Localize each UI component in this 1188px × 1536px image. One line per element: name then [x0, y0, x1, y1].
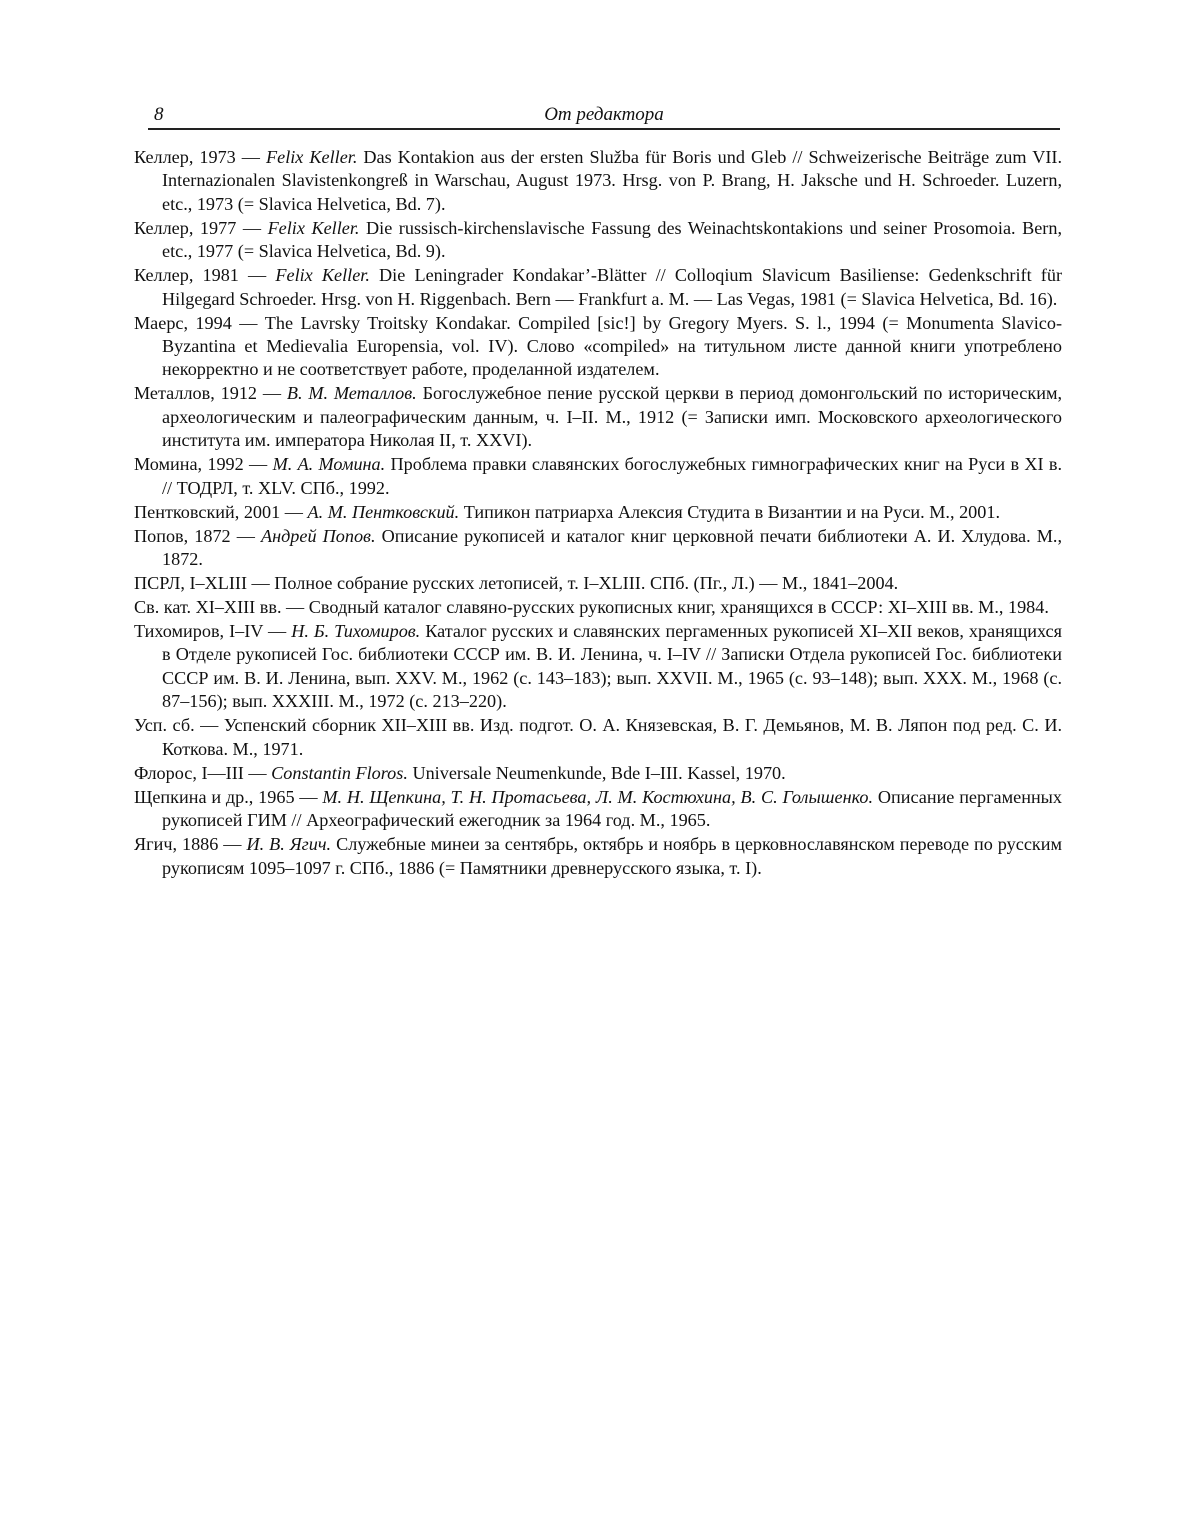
entry-text: Типикон патриарха Алексия Студита в Византии и на Руси. М., 2001.: [463, 501, 1000, 522]
entry-author: М. А. Момина.: [272, 454, 386, 475]
entry-key: Тихомиров, I–IV —: [134, 621, 287, 642]
entry-author: А. М. Пентковский.: [307, 501, 460, 522]
entry-key: Металлов, 1912 —: [134, 383, 282, 404]
entry-text: Описание пергаменных рукописей ГИМ // Археографический ежегодник за 1964 год. М., 1965.: [162, 786, 1062, 831]
page-header: [148, 102, 1060, 130]
bibliography-entry: [134, 596, 1062, 619]
running-title: От редактора: [544, 104, 664, 125]
entry-key: Усп. сб. —: [134, 715, 219, 736]
bibliography-entry: [134, 525, 1062, 572]
entry-key: Келлер, 1973 —: [134, 147, 260, 167]
entry-text: Полное собрание русских летописей, т. I–XLIII. СПб. (Пг., Л.) — М., 1841–2004.: [274, 573, 899, 594]
bibliography-entry: [134, 833, 1062, 880]
entry-text: Описание рукописей и каталог книг церковной печати библиотеки А. И. Хлудова. М., 1872.: [162, 525, 1063, 570]
entry-author: Constantin Floros.: [271, 762, 408, 783]
entry-author: В. М. Металлов.: [286, 383, 417, 404]
bibliography-entry: [134, 572, 1062, 595]
bibliography-entry: [134, 382, 1062, 452]
entry-text: Die russisch-kirchenslavische Fassung des Weinachtskontakions und seiner Prosomoia. Bern, etc., 1977 (= Slavica Helvetica, Bd. 9).: [162, 217, 1063, 262]
page-number: 8: [154, 104, 164, 125]
entry-key: Св. кат. XI–XIII вв. —: [134, 597, 305, 618]
bibliography-entry: [134, 146, 1062, 216]
entry-author: Андрей Попов.: [260, 525, 376, 546]
entry-text: The Lavrsky Troitsky Kondakar. Compiled [sic!] by Gregory Myers. S. l., 1994 (= Monumenta Slavico-Byzantina et Medievalia Europensia, vol. IV). Слово «compiled» на титульном листе данной книги употреблено некорректно и не соответствует работе, проделанной издателем.: [162, 312, 1063, 380]
entry-author: Felix Keller.: [267, 217, 360, 238]
entry-text: Das Kontakion aus der ersten Služba für Boris und Gleb // Schweizerische Beiträge zum VII. Internazionalen Slavistenkongreß in Warschau, August 1973. Hrsg. von P. Brang, H. Jaksche und H. Schroeder. Luzern, etc., 1973 (= Slavica Helvetica, Bd. 7).: [162, 147, 1063, 214]
entry-author: М. Н. Щепкина, Т. Н. Протасьева, Л. М. Костюхина, В. С. Голышенко.: [322, 786, 874, 807]
entry-key: Ягич, 1886 —: [134, 834, 242, 855]
entry-key: Маерс, 1994 —: [134, 312, 258, 333]
bibliography-entry: [134, 620, 1062, 714]
bibliography-list: [134, 146, 1062, 881]
entry-text: Успенский сборник XII–XIII вв. Изд. подгот. О. А. Князевская, В. Г. Демьянов, М. В. Ляпон под ред. С. И. Коткова. М., 1971.: [162, 715, 1062, 759]
entry-text: Богослужебное пение русской церкви в период домонгольский по историческим, археологическим и палеографическим данным, ч. I–II. М., 1912 (= Записки имп. Московского археологического института им. императора Николая II, т. XXVI).: [162, 383, 1063, 451]
entry-author: Felix Keller.: [266, 147, 358, 167]
entry-text: Проблема правки славянских богослужебных гимнографических книг на Руси в XI в. // ТОДРЛ, т. XLV. СПб., 1992.: [162, 454, 1062, 498]
entry-key: Щепкина и др., 1965 —: [134, 786, 318, 807]
entry-text: Служебные минеи за сентябрь, октябрь и ноябрь в церковнославянском переводе по русским рукописям 1095–1097 г. СПб., 1886 (= Памятники древнерусского языка, т. I).: [162, 834, 1062, 878]
entry-text: Сводный каталог славяно-русских рукописных книг, хранящихся в СССР: XI–XIII вв. М., 1984.: [308, 597, 1049, 618]
entry-text: Universale Neumenkunde, Bde I–III. Kassel, 1970.: [412, 762, 786, 783]
bibliography-entry: [134, 501, 1062, 524]
entry-key: Флорос, I—III —: [134, 762, 267, 783]
bibliography-entry: [134, 714, 1062, 761]
entry-key: Пентковский, 2001 —: [134, 501, 303, 522]
bibliography-entry: [134, 264, 1062, 311]
entry-key: Момина, 1992 —: [134, 454, 268, 475]
entry-text: Каталог русских и славянских пергаменных рукописей XI–XII веков, хранящихся в Отделе рукописей Гос. библиотеки СССР им. В. И. Ленина, ч. I–IV // Записки Отдела рукописей Гос. библиотеки СССР им. В. И. Ленина, вып. XXV. М., 1962 (с. 143–183); вып. XXVII. М., 1965 (с. 93–148); вып. XXX. М., 1968 (с. 87–156); вып. XXXIII. М., 1972 (с. 213–220).: [162, 621, 1062, 712]
bibliography-entry: [134, 762, 1062, 785]
entry-key: ПСРЛ, I–XLIII —: [134, 573, 270, 594]
bibliography-entry: [134, 312, 1062, 382]
bibliography-entry: [134, 453, 1062, 500]
entry-author: Н. Б. Тихомиров.: [291, 621, 421, 642]
bibliography-entry: [134, 217, 1062, 264]
entry-text: Die Leningrader Kondakar’-Blätter // Colloqium Slavicum Basiliense: Gedenkschrift für Hilgegard Schroeder. Hrsg. von H. Riggenbach. Bern — Frankfurt a. M. — Las Vegas, 1981 (= Slavica Helvetica, Bd. 16).: [162, 265, 1062, 309]
entry-key: Попов, 1872 —: [134, 525, 255, 546]
entry-author: Felix Keller.: [275, 265, 370, 286]
entry-key: Келлер, 1977 —: [134, 217, 262, 238]
bibliography-entry: [134, 786, 1062, 833]
entry-key: Келлер, 1981 —: [134, 265, 267, 286]
entry-author: И. В. Ягич.: [246, 834, 332, 855]
